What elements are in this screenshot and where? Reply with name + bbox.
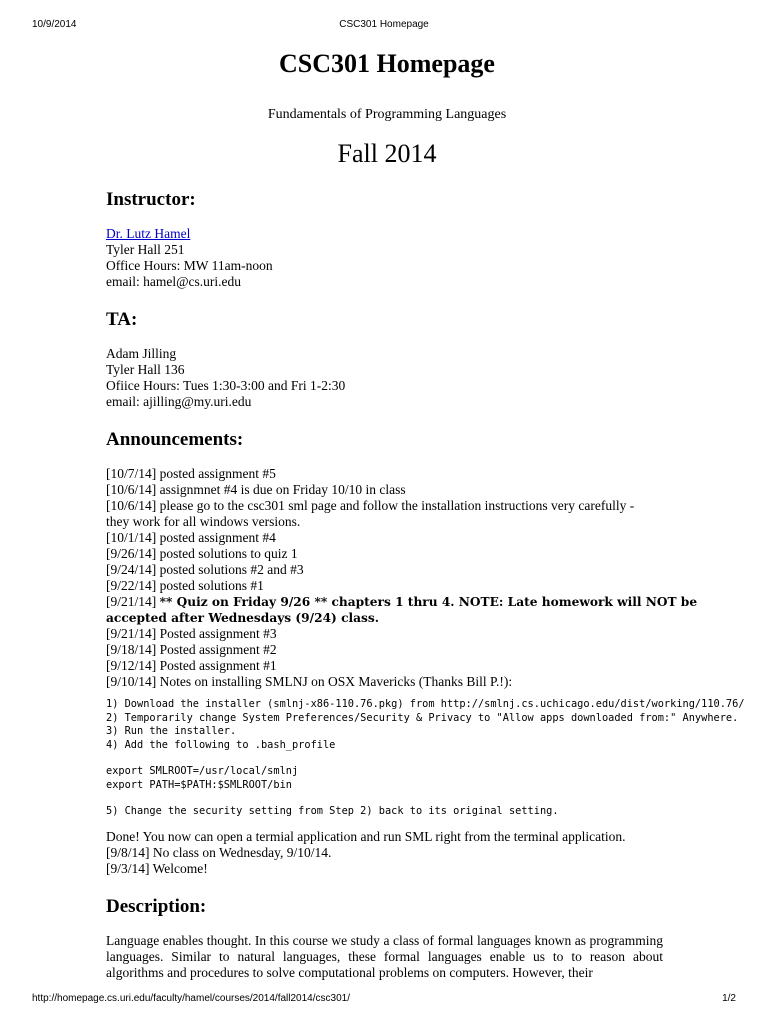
announcement-item: [9/18/14] Posted assignment #2 xyxy=(106,642,277,657)
print-date: 10/9/2014 xyxy=(32,19,77,30)
install-steps-code: 1) Download the installer (smlnj-x86-110.76.pkg) from http://smlnj.cs.uchicago.edu/dist/working/110.76/ 2) Temporarily change System Preferences/Security & Privacy to "Allow apps downloaded from:" Anywhere. 3) Run the installer. 4) Add the following to .bash_profile xyxy=(106,698,745,751)
announcement-item: [9/10/14] Notes on installing SMLNJ on OSX Mavericks (Thanks Bill P.!): xyxy=(106,674,513,689)
page-title: CSC301 Homepage xyxy=(279,49,495,78)
instructor-section xyxy=(106,188,668,290)
announcements-section xyxy=(106,428,745,877)
print-title: CSC301 Homepage xyxy=(339,19,429,30)
announcement-item: they work for all windows versions. xyxy=(106,514,301,529)
ta-email: email: ajilling@my.uri.edu xyxy=(106,394,252,409)
bash-profile-code: export SMLROOT=/usr/local/smlnj export PATH=$PATH:$SMLROOT/bin xyxy=(106,765,299,791)
quiz-date: [9/21/14] xyxy=(106,594,160,609)
security-step-code: 5) Change the security setting from Step 2) back to its original setting. xyxy=(106,805,559,817)
announcements-heading: Announcements: xyxy=(106,429,244,450)
announcement-item: Done! You now can open a termial application and run SML right from the terminal application. xyxy=(106,828,626,844)
announcement-item: [9/12/14] Posted assignment #1 xyxy=(106,658,277,673)
instructor-email: email: hamel@cs.uri.edu xyxy=(106,274,242,289)
quiz-notice-line-1: ** Quiz on Friday 9/26 ** chapters 1 thru 4. NOTE: Late homework will NOT be xyxy=(159,595,698,609)
ta-heading: TA: xyxy=(106,309,138,330)
announcement-item: [9/21/14] Posted assignment #3 xyxy=(106,626,277,641)
announcement-item: [10/6/14] please go to the csc301 sml page and follow the installation instructions very carefully - xyxy=(106,498,635,513)
description-section xyxy=(106,895,668,981)
announcement-item: [9/3/14] Welcome! xyxy=(106,860,208,876)
announcement-item: [10/6/14] assignmnet #4 is due on Friday 10/10 in class xyxy=(106,482,406,497)
instructor-hours: Office Hours: MW 11am-noon xyxy=(106,258,273,273)
ta-hours: Ofiice Hours: Tues 1:30-3:00 and Fri 1-2:30 xyxy=(106,378,346,393)
description-heading: Description: xyxy=(106,895,207,917)
print-url: http://homepage.cs.uri.edu/faculty/hamel/courses/2014/fall2014/csc301/ xyxy=(32,993,350,1004)
ta-office: Tyler Hall 136 xyxy=(106,362,185,377)
announcement-item: [9/26/14] posted solutions to quiz 1 xyxy=(106,546,298,561)
print-page-number: 1/2 xyxy=(722,993,736,1004)
instructor-office: Tyler Hall 251 xyxy=(106,242,185,257)
announcement-item: [10/7/14] posted assignment #5 xyxy=(106,466,276,481)
announcement-item: [9/8/14] No class on Wednesday, 9/10/14. xyxy=(106,844,332,860)
description-text: Language enables thought. In this course we study a class of formal languages known as programming languages. Similar to natural languages, these formal languages enable us to to reason about algorithms and procedures to solve computational problems on computers. However, their xyxy=(106,932,663,980)
announcement-item: [10/1/14] posted assignment #4 xyxy=(106,530,276,545)
page-content xyxy=(106,44,745,981)
announcement-item: [9/24/14] posted solutions #2 and #3 xyxy=(106,562,304,577)
page-term: Fall 2014 xyxy=(337,139,437,168)
ta-name: Adam Jilling xyxy=(106,346,177,361)
page-subtitle: Fundamentals of Programming Languages xyxy=(267,107,507,122)
announcement-item: [9/22/14] posted solutions #1 xyxy=(106,578,264,593)
quiz-notice-line-2: accepted after Wednesdays (9/24) class. xyxy=(106,611,379,625)
instructor-name-link[interactable]: Dr. Lutz Hamel xyxy=(106,226,191,241)
instructor-heading: Instructor: xyxy=(106,189,196,210)
announcement-quiz xyxy=(106,594,698,610)
ta-section xyxy=(106,308,668,410)
